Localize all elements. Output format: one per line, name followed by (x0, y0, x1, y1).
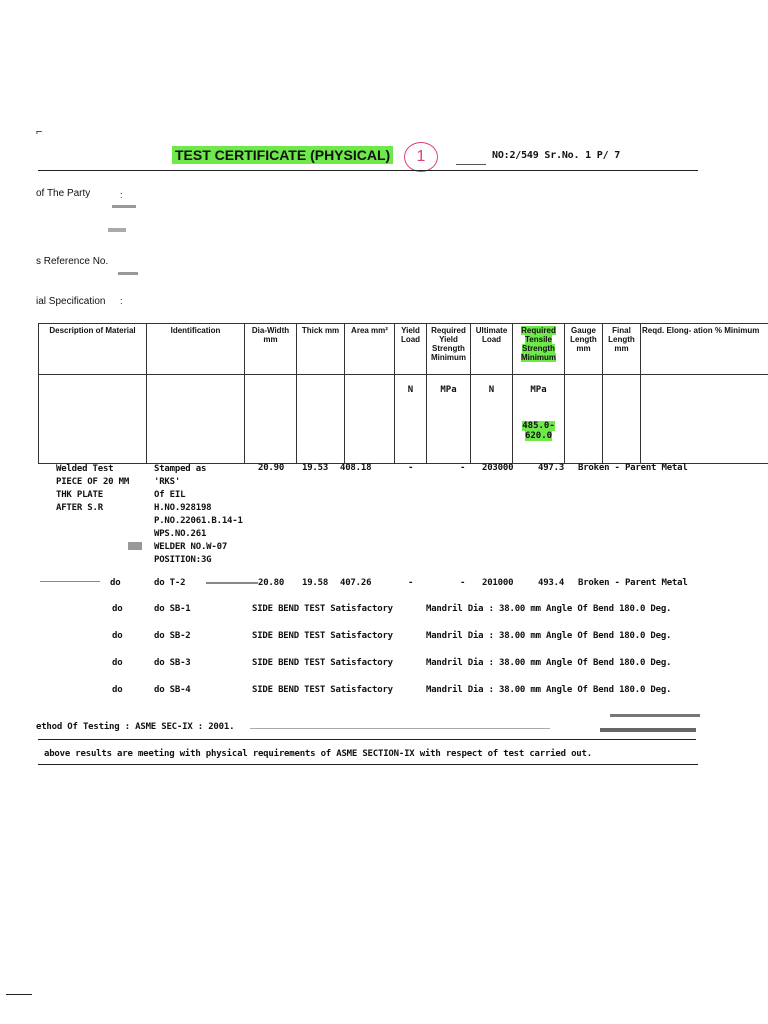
scan-speck (206, 582, 258, 584)
ident-line: Of EIL (154, 490, 186, 500)
row1-dia: 20.90 (258, 463, 285, 473)
unit-cell: N (395, 375, 427, 464)
bend3-detail: Mandril Dia : 38.00 mm Angle Of Bend 180.0 Deg. (426, 658, 672, 668)
top-mark: ⌐ (36, 126, 43, 138)
header-cell: Description of Material (39, 324, 147, 375)
unit-cell: N (471, 375, 513, 464)
row1-identification (154, 463, 243, 567)
footer-rule-bottom (38, 764, 698, 765)
ident-line: P.NO.22061.B.14-1 (154, 516, 243, 526)
header-cell: Area mm² (345, 324, 395, 375)
header-cell: Ultimate Load (471, 324, 513, 375)
unit-cell (245, 375, 297, 464)
header-cell: Final Length mm (603, 324, 641, 375)
scan-speck (40, 581, 100, 582)
row1-area: 408.18 (340, 463, 372, 473)
row2-ultimate: 201000 (482, 578, 514, 588)
certificate-number: NO:2/549 Sr.No. 1 P/ 7 (492, 150, 621, 161)
header-cell: Gauge Length mm (565, 324, 603, 375)
bend2-identification: do SB-2 (154, 631, 191, 641)
row2-yield: - (408, 578, 414, 588)
unit-cell (345, 375, 395, 464)
desc-line: AFTER S.R (56, 503, 103, 513)
bend1-identification: do SB-1 (154, 604, 191, 614)
colon-mark: : (120, 190, 123, 200)
scan-speck (610, 714, 700, 717)
tensile-range-max: 620.0 (524, 431, 553, 441)
header-cell: Dia-Width mm (245, 324, 297, 375)
bend2-description: do (112, 631, 123, 641)
row1-tensile: 497.3 (538, 463, 565, 473)
bend3-test: SIDE BEND TEST Satisfactory (252, 658, 393, 668)
desc-line: PIECE OF 20 MM (56, 477, 130, 487)
unit-cell (39, 375, 147, 464)
row2-dia: 20.80 (258, 578, 285, 588)
row2-description: do (110, 578, 121, 588)
row2-identification: do T-2 (154, 578, 186, 588)
bend4-identification: do SB-4 (154, 685, 191, 695)
header-cell: Required Yield Strength Minimum (427, 324, 471, 375)
results-table (38, 323, 768, 464)
bend2-detail: Mandril Dia : 38.00 mm Angle Of Bend 180.0 Deg. (426, 631, 672, 641)
page-edge-mark (6, 994, 32, 995)
bend4-test: SIDE BEND TEST Satisfactory (252, 685, 393, 695)
bend1-detail: Mandril Dia : 38.00 mm Angle Of Bend 180.0 Deg. (426, 604, 672, 614)
row2-area: 407.26 (340, 578, 372, 588)
party-label: of The Party (36, 188, 91, 199)
reference-label: s Reference No. (36, 256, 109, 267)
scan-speck (250, 728, 550, 729)
row1-req-yield: - (460, 463, 466, 473)
scan-speck (108, 228, 126, 232)
tensile-range (514, 421, 563, 441)
results-statement: above results are meeting with physical requirements of ASME SECTION-IX with respect of test carried out. (44, 749, 592, 759)
scan-speck (112, 205, 136, 208)
row1-thick: 19.53 (302, 463, 329, 473)
row2-req-yield: - (460, 578, 466, 588)
footer-rule (38, 739, 696, 740)
circled-page-number: 1 (404, 142, 438, 172)
ident-line: H.NO.928198 (154, 503, 212, 513)
header-cell-highlighted: Required Tensile Strength Minimum (513, 324, 565, 375)
bend4-description: do (112, 685, 123, 695)
row2-tensile: 493.4 (538, 578, 565, 588)
bend2-test: SIDE BEND TEST Satisfactory (252, 631, 393, 641)
row1-yield: - (408, 463, 414, 473)
unit-cell (603, 375, 641, 464)
row1-result: Broken - Parent Metal (578, 463, 688, 473)
row1-description (56, 463, 129, 515)
unit-cell (565, 375, 603, 464)
desc-line: Welded Test (56, 464, 114, 474)
header-cell: Reqd. Elong- ation % Minimum (641, 324, 768, 375)
ident-line: Stamped as (154, 464, 207, 474)
header-rule (38, 170, 698, 171)
header-cell: Yield Load (395, 324, 427, 375)
tensile-range-min: 485.0- (522, 421, 555, 431)
bend1-test: SIDE BEND TEST Satisfactory (252, 604, 393, 614)
ident-line: POSITION:3G (154, 555, 212, 565)
scan-speck (118, 272, 138, 275)
specification-label: ial Specification (36, 296, 106, 307)
document-title: TEST CERTIFICATE (PHYSICAL) (172, 146, 393, 164)
unit-cell (147, 375, 245, 464)
row1-ultimate: 203000 (482, 463, 514, 473)
unit-cell: MPa (427, 375, 471, 464)
tensile-unit: MPa (530, 385, 547, 395)
row2-thick: 19.58 (302, 578, 329, 588)
ident-line: 'RKS' (154, 477, 181, 487)
bend4-detail: Mandril Dia : 38.00 mm Angle Of Bend 180.0 Deg. (426, 685, 672, 695)
row2-result: Broken - Parent Metal (578, 578, 688, 588)
table-header-row (39, 324, 768, 375)
table-units-row (39, 375, 768, 464)
header-cell: Identification (147, 324, 245, 375)
desc-line: THK PLATE (56, 490, 103, 500)
bend1-description: do (112, 604, 123, 614)
colon-mark: : (120, 296, 123, 306)
ident-line: WPS.NO.261 (154, 529, 207, 539)
unit-cell (641, 375, 768, 464)
unit-cell-tensile (513, 375, 565, 464)
scan-speck (600, 728, 696, 732)
bend3-description: do (112, 658, 123, 668)
testing-method: ethod Of Testing : ASME SEC-IX : 2001. (36, 722, 235, 732)
header-cell: Thick mm (297, 324, 345, 375)
bend3-identification: do SB-3 (154, 658, 191, 668)
scan-speck (128, 542, 142, 550)
unit-cell (297, 375, 345, 464)
ident-line: WELDER NO.W-07 (154, 542, 228, 552)
scan-speck (456, 164, 486, 165)
